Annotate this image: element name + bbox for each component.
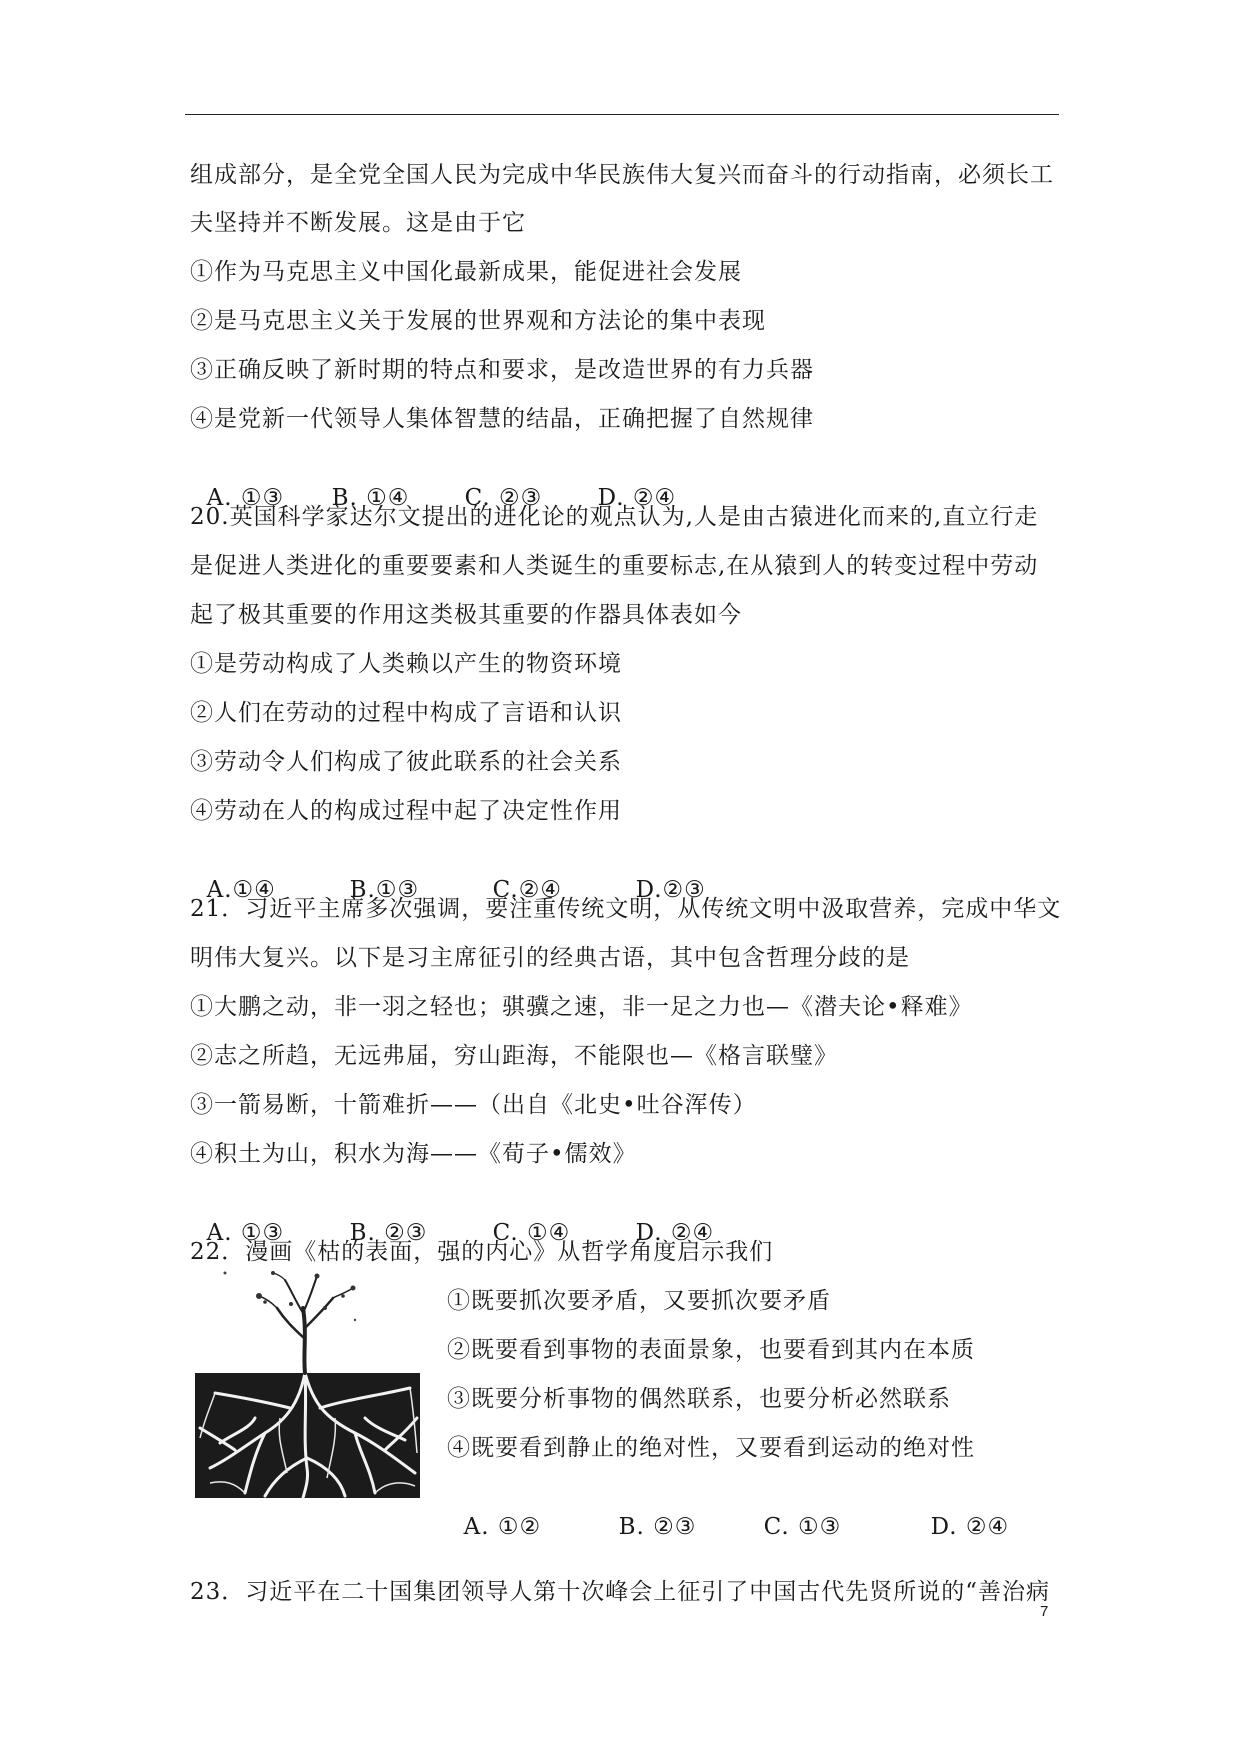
- q20-item-4: ④劳动在人的构成过程中起了决定性作用: [190, 798, 622, 824]
- q21-line-2: 明伟大复兴。以下是习主席征引的经典古语，其中包含哲理分歧的是: [190, 945, 910, 971]
- q19-item-3: ③正确反映了新时期的特点和要求，是改造世界的有力兵器: [190, 357, 814, 383]
- q20-item-3: ③劳动令人们构成了彼此联系的社会关系: [190, 749, 622, 775]
- q22-item-2: ②既要看到事物的表面景象，也要看到其内在本质: [447, 1337, 975, 1363]
- q21-item-2: ②志之所趋，无远弗届，穷山距海，不能限也—《格言联璧》: [190, 1043, 838, 1069]
- q21-option-b: B. ②③: [349, 1220, 428, 1246]
- q20-item-1: ①是劳动构成了人类赖以产生的物资环境: [190, 651, 622, 677]
- q22-option-b: B. ②③: [618, 1514, 697, 1540]
- q19-line-2: 夫坚持并不断发展。这是由于它: [190, 210, 526, 236]
- q21-item-3: ③一箭易断，十箭难折——（出自《北史•吐谷浑传）: [190, 1092, 757, 1118]
- q19-option-d: D. ②④: [597, 485, 677, 511]
- q20-option-a: A.①④: [206, 877, 276, 903]
- q22-option-a: A. ①②: [463, 1514, 542, 1540]
- q21-item-4: ④积土为山，积水为海——《荀子•儒效》: [190, 1141, 637, 1167]
- q20-line-3: 起了极其重要的作用这类极其重要的作器具体表如今: [190, 602, 742, 628]
- q22-item-3: ③既要分析事物的偶然联系，也要分析必然联系: [447, 1386, 951, 1412]
- q19-item-1: ①作为马克思主义中国化最新成果，能促进社会发展: [190, 259, 742, 285]
- q19-line-1: 组成部分，是全党全国人民为完成中华民族伟大复兴而奋斗的行动指南，必须长工: [190, 162, 1054, 188]
- q20-option-d: D.②③: [635, 877, 706, 903]
- q22-option-c: C. ①③: [763, 1514, 842, 1540]
- q19-option-c: C. ②③: [464, 485, 543, 511]
- q21-line-1: 21．习近平主席多次强调，要注重传统文明，从传统文明中汲取营养，完成中华文: [190, 896, 1062, 922]
- q20-item-2: ②人们在劳动的过程中构成了言语和认识: [190, 700, 622, 726]
- q22-options: [447, 1482, 1009, 1542]
- q20-line-2: 是促进人类进化的重要要素和人类诞生的重要标志,在从猿到人的转变过程中劳动: [190, 553, 1039, 579]
- q19-item-4: ④是党新一代领导人集体智慧的结晶，正确把握了自然规律: [190, 406, 814, 432]
- page-number: 7: [1040, 1603, 1049, 1620]
- q19-option-b: B. ①④: [331, 485, 410, 511]
- cartoon-image: [195, 1268, 440, 1505]
- q23-line: 23．习近平在二十国集团领导人第十次峰会上征引了中国古代先贤所说的“善治病: [190, 1579, 1051, 1605]
- header-rule: [185, 114, 1059, 115]
- q20-line-1: 20.英国科学家达尔文提出的进化论的观点认为,人是由古猿进化而来的,直立行走: [190, 504, 1039, 530]
- q22-line: 22．漫画《枯的表面，强的内心》从哲学角度启示我们: [190, 1239, 774, 1265]
- q21-option-a: A. ①③: [206, 1220, 285, 1246]
- q20-option-c: C.②④: [492, 877, 562, 903]
- q22-item-4: ④既要看到静止的绝对性，又要看到运动的绝对性: [447, 1435, 975, 1461]
- q22-item-1: ①既要抓次要矛盾，又要抓次要矛盾: [447, 1288, 831, 1314]
- q21-item-1: ①大鹏之动，非一羽之轻也；骐骥之速，非一足之力也—《潜夫论•释难》: [190, 994, 973, 1020]
- q21-option-d: D. ②④: [635, 1220, 715, 1246]
- q19-item-2: ②是马克思主义关于发展的世界观和方法论的集中表现: [190, 308, 766, 334]
- q19-option-a: A. ①③: [206, 485, 285, 511]
- q21-option-c: C. ①④: [492, 1220, 571, 1246]
- q20-option-b: B.①③: [349, 877, 420, 903]
- q22-option-d: D. ②④: [930, 1514, 1010, 1540]
